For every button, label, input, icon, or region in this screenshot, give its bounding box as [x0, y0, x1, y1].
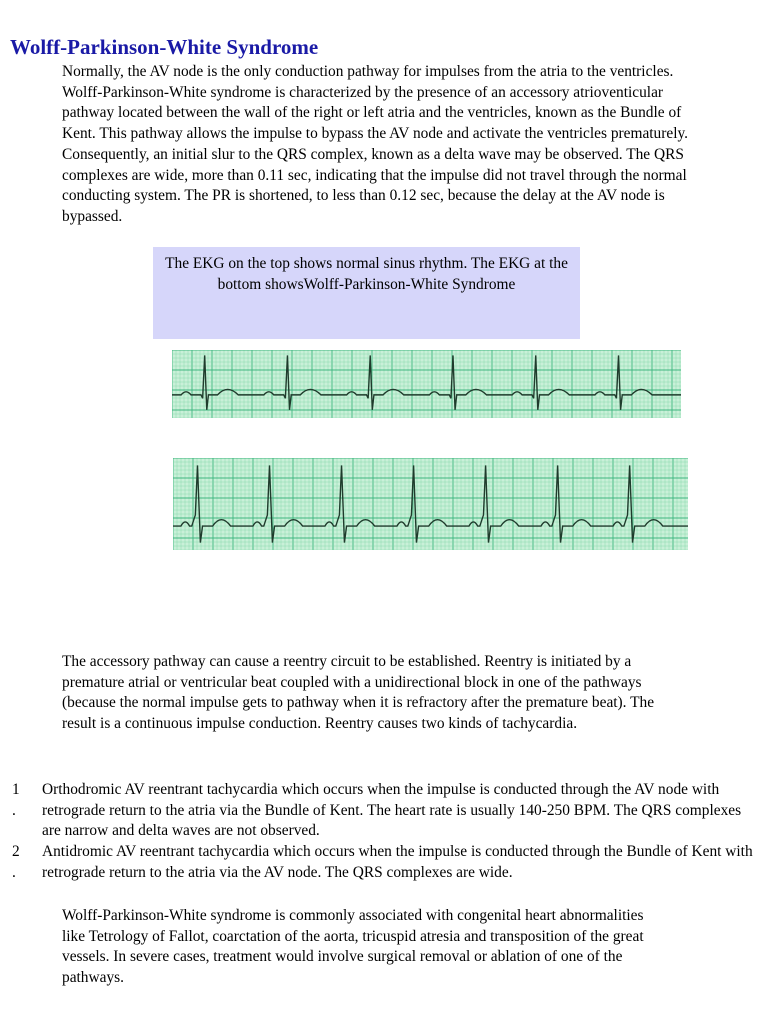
ekg-caption-text: The EKG on the top shows normal sinus rhythm. The EKG at the bottom showsWolff-Parkinson-White Syndrome	[165, 255, 568, 293]
associations-paragraph: Wolff-Parkinson-White syndrome is commonly associated with congenital heart abnormalities like Tetrology of Fallot, coarctation of the aorta, tricuspid atresia and transposition of the great vessels. In severe cases, treatment would involve surgical removal or ablation of one of the pathways.	[62, 907, 644, 987]
ekg-strip-top	[172, 350, 681, 418]
list-number-1-dot: .	[12, 802, 16, 819]
ekg-wpw-image	[173, 458, 688, 550]
list-number-1: 1	[12, 781, 20, 798]
list-number-2: 2	[12, 843, 20, 860]
ekg-normal-sinus-image	[172, 350, 681, 418]
list-item-orthodromic: Orthodromic AV reentrant tachycardia which occurs when the impulse is conducted through the AV node with retrograde return to the atria via the Bundle of Kent. The heart rate is usually 140-250 BPM. The QRS complexes are narrow and delta waves are not observed.	[42, 781, 742, 840]
page-title: Wolff-Parkinson-White Syndrome	[10, 35, 319, 59]
list-item-antidromic: Antidromic AV reentrant tachycardia which occurs when the impulse is conducted through the Bundle of Kent with retrograde return to the atria via the AV node. The QRS complexes are wide.	[42, 843, 753, 881]
list-number-2-dot: .	[12, 864, 16, 881]
ekg-strip-bottom	[173, 458, 688, 550]
ekg-grid-background	[172, 350, 681, 418]
ekg-grid-background	[173, 458, 688, 550]
intro-paragraph: Normally, the AV node is the only conduction pathway for impulses from the atria to the ventricles. Wolff-Parkinson-White syndrome is characterized by the presence of an accessory atrioventicular pathway located between the wall of the right or left atria and the ventricles, known as the Bundle of Kent. This pathway allows the impulse to bypass the AV node and activate the ventricles prematurely. Consequently, an initial slur to the QRS complex, known as a delta wave may be observed. The QRS complexes are wide, more than 0.11 sec, indicating that the impulse did not travel through the normal conducting system. The PR is shortened, to less than 0.12 sec, because the delay at the AV node is bypassed.	[62, 63, 689, 225]
ekg-caption	[153, 247, 580, 339]
reentry-paragraph: The accessory pathway can cause a reentry circuit to be established. Reentry is initiated by a premature atrial or ventricular beat coupled with a unidirectional block in one of the pathways (because the normal impulse gets to pathway when it is refractory after the premature beat). The result is a continuous impulse conduction. Reentry causes two kinds of tachycardia.	[62, 653, 655, 733]
